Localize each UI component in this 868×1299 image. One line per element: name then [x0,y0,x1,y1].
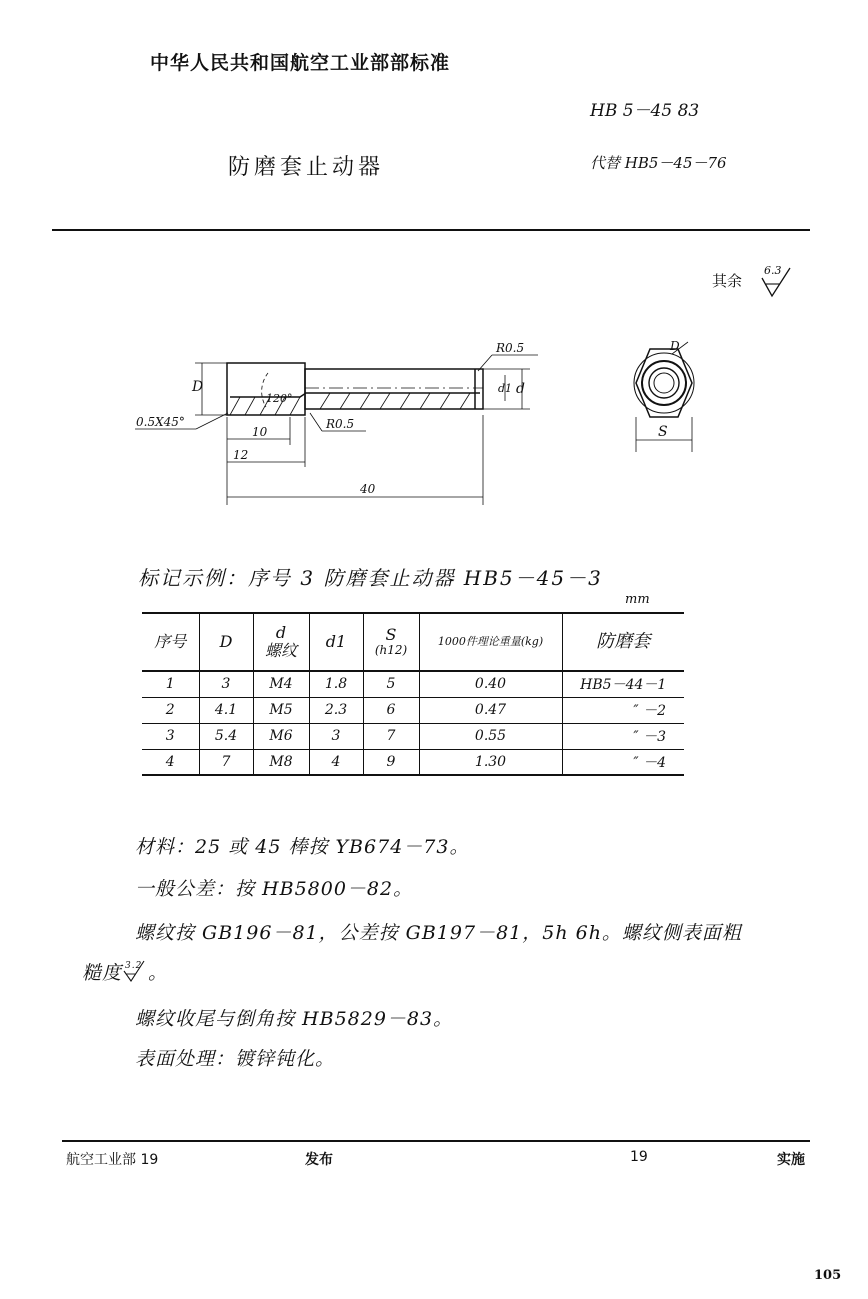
angle-label: 120° [266,392,293,405]
note-tolerance: 一般公差：按 HB5800－82。 [135,878,414,900]
table-header-row [142,613,684,671]
note-surface-treatment: 表面处理：镀锌钝化。 [135,1048,336,1070]
table-row [142,671,684,697]
cell-seq: 2 [142,697,199,723]
cell-d1: 3 [309,723,363,749]
cell-seq: 3 [142,723,199,749]
hex-end-view [612,340,722,460]
header-S [363,613,419,671]
table-unit: mm [625,592,650,607]
replaces-standard: 代替 HB5－45－76 [590,154,727,172]
radius-top: R0.5 [496,341,525,355]
cell-weight: 0.40 [419,671,562,697]
note-thread-tail: 螺纹收尾与倒角按 HB5829－83。 [135,1008,454,1030]
header-D: D [199,613,253,671]
document-title: 防磨套止动器 [228,155,385,180]
cell-d: M5 [253,697,309,723]
surface-rest-label: 其余 [712,272,743,290]
cell-seq: 1 [142,671,199,697]
dim-12: 12 [233,448,249,462]
header-S-tol: (h12) [374,643,408,658]
header-d-thread: 螺纹 [264,641,297,660]
dim-10: 10 [252,425,268,439]
header-d1: d1 [309,613,363,671]
cell-sleeve: ″ －3 [633,729,666,745]
roughness-symbol-icon [760,262,796,302]
technical-drawing [130,335,550,520]
spec-table [142,612,684,776]
table-row [142,697,684,723]
dim-40: 40 [360,482,376,496]
cell-sleeve: ″ －2 [633,703,666,719]
cell-S: 7 [363,723,419,749]
cell-S: 5 [363,671,419,697]
cell-d1: 1.8 [309,671,363,697]
cell-d1: 4 [309,749,363,775]
dim-S: S [658,424,668,440]
organization-title: 中华人民共和国航空工业部部标准 [150,52,451,74]
cell-weight: 0.47 [419,697,562,723]
header-rule [52,229,810,231]
cell-D: 7 [199,749,253,775]
dim-d: d [516,381,525,397]
radius-bottom: R0.5 [326,417,355,431]
cell-D: 4.1 [199,697,253,723]
cell-d: M6 [253,723,309,749]
note-material: 材料：25 或 45 棒按 YB674－73。 [135,836,470,858]
cell-d1: 2.3 [309,697,363,723]
cell-S: 6 [363,697,419,723]
header-weight: 1000件理论重量(kg) [419,613,562,671]
roughness-symbol-icon [122,959,148,983]
cell-d: M4 [253,671,309,697]
cell-D: 3 [199,671,253,697]
footer-issuer: 航空工业部 19 [66,1152,159,1168]
dim-D: D [192,379,204,395]
note-period: 。 [148,962,169,984]
cell-weight: 1.30 [419,749,562,775]
chamfer-label: 0.5X45° [136,415,185,429]
header-seq: 序号 [142,613,199,671]
note-thread-roughness [82,958,168,985]
note-thread: 螺纹按 GB196－81，公差按 GB197－81，5h 6h。螺纹侧表面粗 [135,922,742,944]
cell-D: 5.4 [199,723,253,749]
footer-rule [62,1140,810,1142]
dim-D-hex: D [670,340,680,353]
cell-S: 9 [363,749,419,775]
header-sleeve: 防磨套 [596,630,651,652]
cell-seq: 4 [142,749,199,775]
table-row [142,749,684,775]
header-S-symbol: S [385,624,397,644]
cell-weight: 0.55 [419,723,562,749]
page-number: 105 [814,1268,842,1283]
dim-d1: d1 [498,382,513,395]
footer-issued: 发布 [305,1152,333,1168]
marking-example: 标记示例：序号 3 防磨套止动器 HB5－45－3 [138,566,603,590]
header-d-symbol: d [275,622,287,642]
table-row [142,723,684,749]
note-thread-roughness-label: 糙度 [82,962,123,984]
cell-sleeve: HB5－44－1 [580,677,667,694]
footer-date: 19 [630,1149,648,1165]
roughness-value: 6.3 [764,264,782,277]
thread-roughness-value: 3.2 [125,961,143,971]
cell-d: M8 [253,749,309,775]
header-d [253,613,309,671]
cell-sleeve: ″ －4 [633,754,666,771]
standard-code: HB 5－45 83 [590,101,700,121]
footer-implement: 实施 [777,1152,805,1168]
